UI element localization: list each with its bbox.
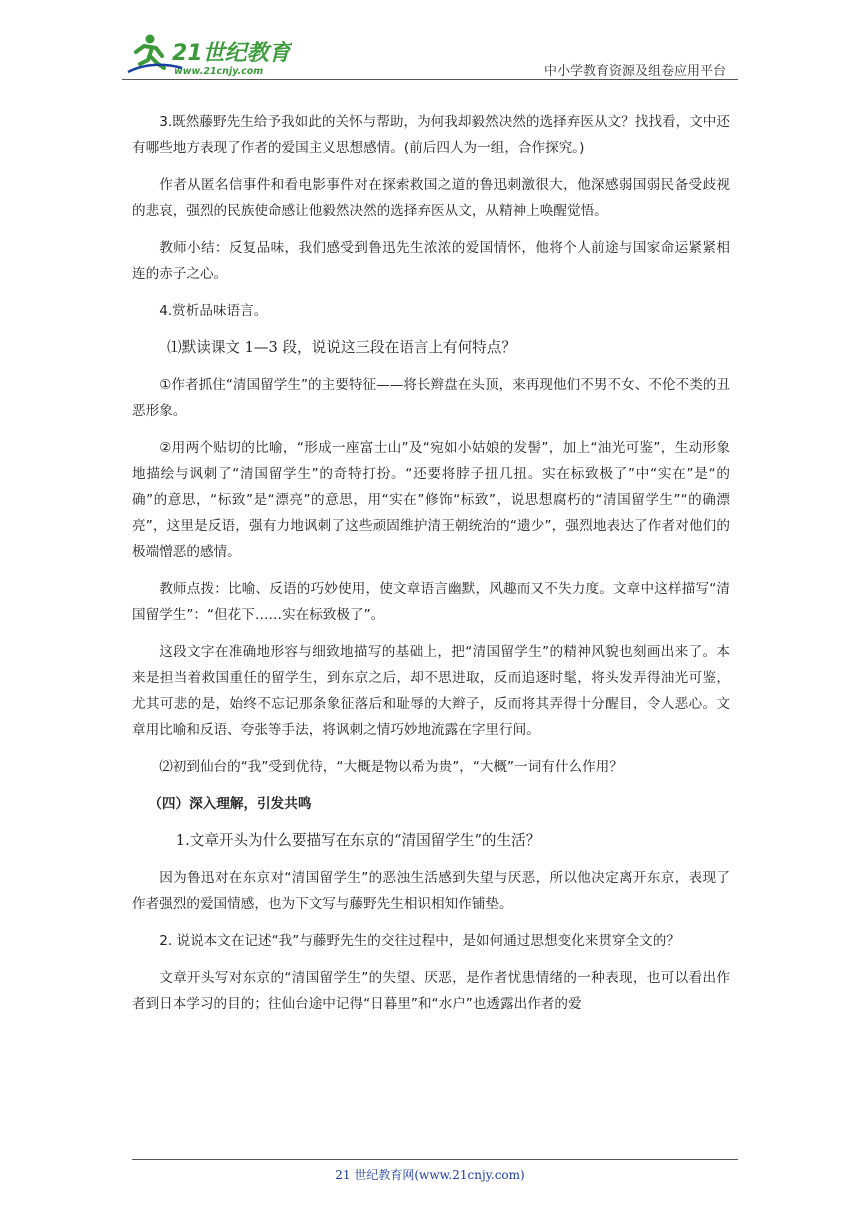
paragraph: 作者从匿名信事件和看电影事件对在探索救国之道的鲁迅刺激很大，他深感弱国弱民备受歧视的悲哀，强烈的民族使命感让他毅然决然的选择弃医从文，从精神上唤醒觉悟。 (132, 177, 730, 219)
paragraph: 4.赏析品味语言。 (159, 303, 268, 319)
paragraph: ⑵初到仙台的“我”受到优待，“大概是物以希为贵”，“大概”一词有什么作用？ (159, 759, 623, 775)
paragraph: ①作者抓住“清国留学生”的主要特征——将长辫盘在头顶，来再现他们不男不女、不伦不类的丑恶形象。 (132, 377, 730, 419)
paragraph: 文章开头写对东京的“清国留学生”的失望、厌恶，是作者忧患情绪的一种表现，也可以看出作者到日本学习的目的；往仙台途中记得“日暮里”和“水户”也透露出作者的爱 (132, 970, 730, 1012)
platform-title: 中小学教育资源及组卷应用平台 (543, 64, 726, 79)
footer-link[interactable]: 21 世纪教育网(www.21cnjy.com) (335, 1168, 525, 1182)
paragraph: ⑴默读课文 1—3 段，说说这三段在语言上有何特点？ (167, 339, 516, 356)
site-logo[interactable] (122, 30, 292, 80)
paragraph: 教师小结：反复品味，我们感受到鲁迅先生浓浓的爱国情怀，他将个人前途与国家命运紧紧相连的赤子之心。 (132, 240, 730, 282)
paragraph: 1.文章开头为什么要描写在东京的“清国留学生”的生活？ (175, 832, 541, 849)
page-header (122, 30, 738, 80)
paragraph: ②用两个贴切的比喻，“形成一座富士山”及“宛如小姑娘的发髻”，加上“油光可鉴”，生动形象地描绘与讽刺了“清国留学生”的奇特打扮。“还要将脖子扭几扭。实在标致极了”中“实在”是“的确”的意思，“标致”是“漂亮”的意思，用“实在”修饰“标致”，说思想腐朽的“清国留学生”“的确漂亮”，这里是反语，强有力地讽刺了这些顽固维护清王朝统治的“遗少”，强烈地表达了作者对他们的极端憎恶的感情。 (132, 440, 730, 560)
document-body (132, 109, 730, 1028)
paragraph: 教师点拨：比喻、反语的巧妙使用，使文章语言幽默，风趣而又不失力度。文章中这样描写“清国留学生”：“但花下……实在标致极了”。 (132, 581, 730, 623)
logo-url: www.21cnjy.com (174, 66, 264, 77)
header-divider (122, 79, 738, 80)
runner-logo-icon (122, 30, 292, 80)
paragraph: 因为鲁迅对在东京对“清国留学生”的恶浊生活感到失望与厌恶，所以他决定离开东京，表现了作者强烈的爱国情感，也为下文写与藤野先生相识相知作铺垫。 (132, 870, 730, 912)
logo-text: 21世纪教育 (172, 41, 291, 66)
paragraph: （四）深入理解，引发共鸣 (148, 796, 312, 812)
footer-divider (132, 1159, 738, 1160)
paragraph: 3.既然藤野先生给予我如此的关怀与帮助，为何我却毅然决然的选择弃医从文？找找看，文中还有哪些地方表现了作者的爱国主义思想感情。(前后四人为一组，合作探究。) (132, 114, 730, 156)
paragraph: 这段文字在准确地形容与细致地描写的基础上，把“清国留学生”的精神风貌也刻画出来了。本来是担当着救国重任的留学生，到东京之后，却不思进取，反而追逐时髦，将头发弄得油光可鉴，尤其可悲的是，始终不忘记那条象征落后和耻辱的大辫子，反而将其弄得十分醒目，令人恶心。文章用比喻和反语、夸张等手法，将讽刺之情巧妙地流露在字里行间。 (132, 644, 730, 738)
paragraph: 2. 说说本文在记述“我”与藤野先生的交往过程中，是如何通过思想变化来贯穿全文的？ (159, 933, 680, 949)
